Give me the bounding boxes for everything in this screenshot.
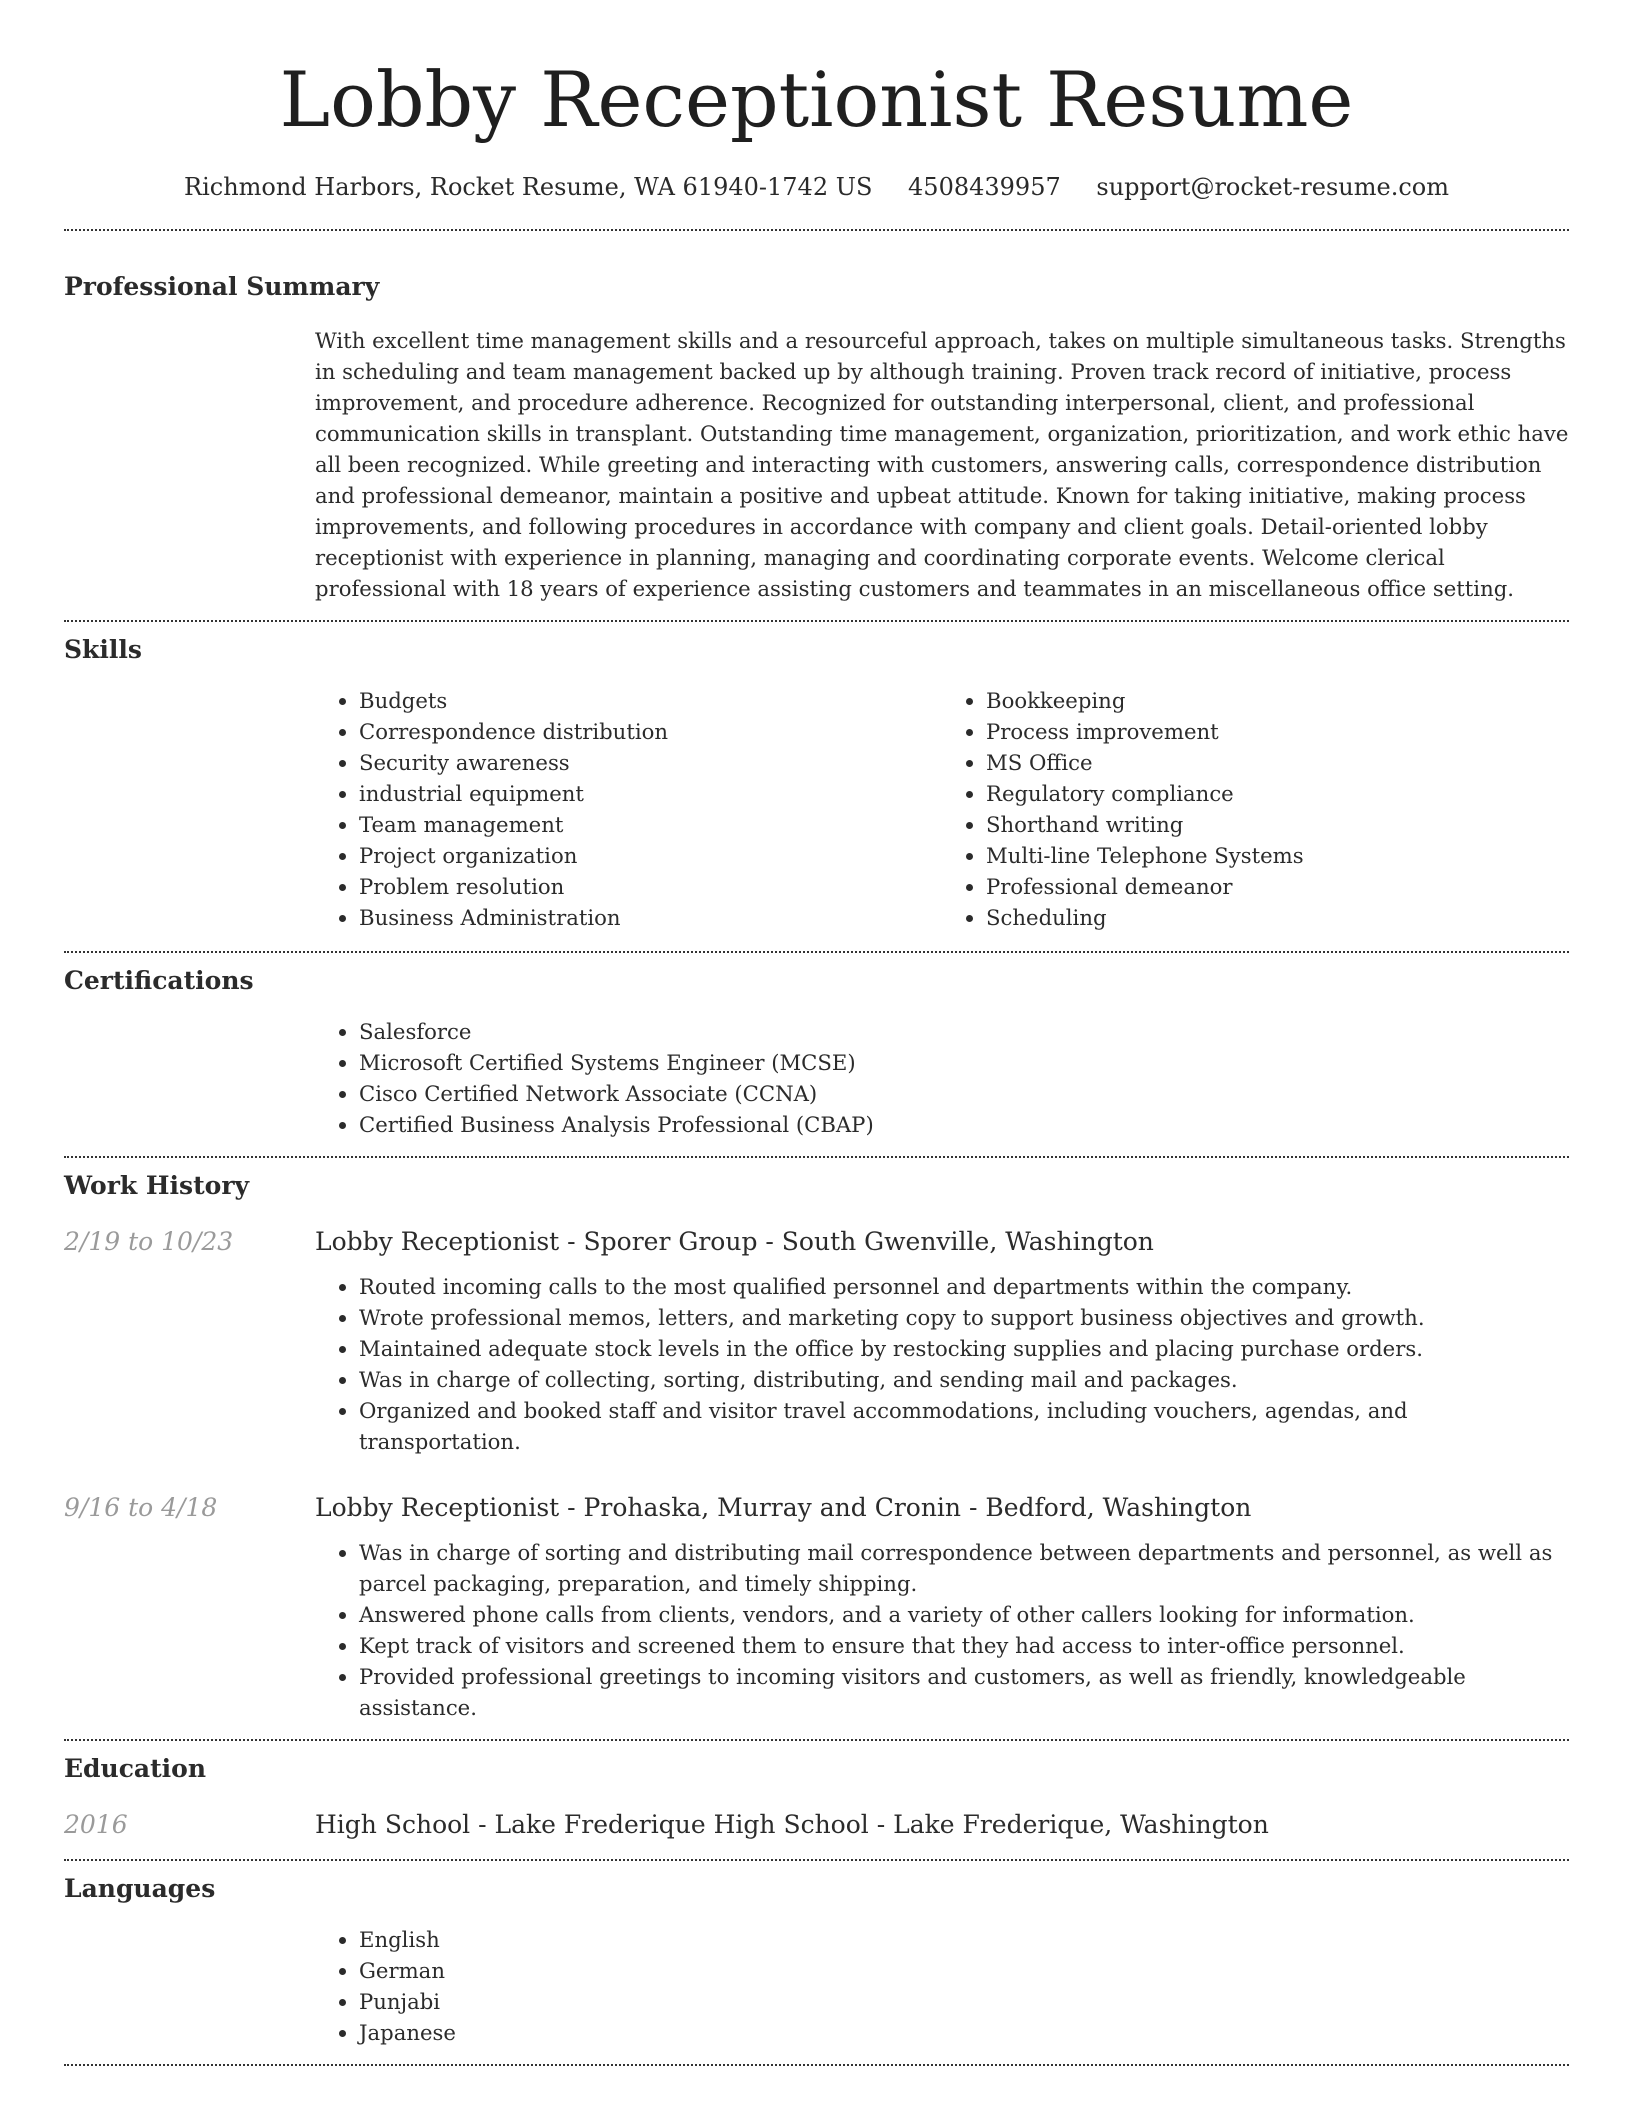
skills-list-right	[942, 685, 1569, 933]
languages-section	[64, 1861, 1569, 2048]
certifications-list	[315, 1016, 1569, 1140]
job-dates: 9/16 to 4/18	[64, 1493, 218, 1522]
summary-heading: Professional Summary	[64, 272, 380, 301]
certifications-section	[64, 953, 1569, 1140]
list-item: • Organized and booked staff and visitor travel accommodations, including vouchers, agendas, and transportation.	[359, 1395, 1569, 1457]
summary-text: With excellent time management skills and a resourceful approach, takes on multiple simultaneous tasks. Strengths in scheduling and team management backed up by although training. Proven track record of initiative, process improvement, and procedure adherence. Recognized for outstanding interpersonal, client, and professional communication skills in transplant. Outstanding time management, organization, prioritization, and work ethic have all been recognized. While greeting and interacting with customers, answering calls, correspondence distribution and professional demeanor, maintain a positive and upbeat attitude. Known for taking initiative, making process improvements, and following procedures in accordance with company and client goals. Detail-oriented lobby receptionist with experience in planning, managing and coordinating corporate events. Welcome clerical professional with 18 years of experience assisting customers and teammates in an miscellaneous office setting.	[315, 328, 1569, 601]
list-item: • Problem resolution	[359, 871, 942, 902]
summary-section	[64, 231, 1569, 604]
work-history-heading: Work History	[64, 1171, 250, 1200]
list-item: • English	[359, 1924, 1569, 1955]
list-item: • Multi-line Telephone Systems	[986, 840, 1569, 871]
list-item: • Project organization	[359, 840, 942, 871]
list-item: • MS Office	[986, 747, 1569, 778]
education-entry: High School - Lake Frederique High School - Lake Frederique, Washington	[315, 1810, 1269, 1839]
list-item: • Provided professional greetings to incoming visitors and customers, as well as friendly, knowledgeable assistance.	[359, 1661, 1569, 1723]
list-item: • Professional demeanor	[986, 871, 1569, 902]
list-item: • Was in charge of collecting, sorting, distributing, and sending mail and packages.	[359, 1364, 1569, 1395]
list-item: • Kept track of visitors and screened them to ensure that they had access to inter-office personnel.	[359, 1630, 1569, 1661]
list-item: • Was in charge of sorting and distributing mail correspondence between departments and personnel, as well as parcel packaging, preparation, and timely shipping.	[359, 1537, 1569, 1599]
job-entry	[64, 1490, 1569, 1723]
list-item: • Routed incoming calls to the most qualified personnel and departments within the company.	[359, 1271, 1569, 1302]
work-history-section	[64, 1158, 1569, 1723]
list-item: • Microsoft Certified Systems Engineer (MCSE)	[359, 1047, 1569, 1078]
list-item: • Japanese	[359, 2017, 1569, 2048]
list-item: • Correspondence distribution	[359, 716, 942, 747]
education-heading: Education	[64, 1754, 207, 1783]
list-item: • Punjabi	[359, 1986, 1569, 2017]
email: support@rocket-resume.com	[1096, 173, 1449, 201]
education-section	[64, 1741, 1569, 1843]
job-title: Lobby Receptionist - Sporer Group - South Gwenville, Washington	[315, 1227, 1154, 1256]
list-item: • Scheduling	[986, 902, 1569, 933]
address: Richmond Harbors, Rocket Resume, WA 61940-1742 US	[184, 173, 873, 201]
contact-line	[64, 170, 1569, 204]
certifications-heading: Certifications	[64, 966, 254, 995]
languages-heading: Languages	[64, 1874, 216, 1903]
list-item: • Budgets	[359, 685, 942, 716]
list-item: • Security awareness	[359, 747, 942, 778]
list-item: • Shorthand writing	[986, 809, 1569, 840]
list-item: • Maintained adequate stock levels in the office by restocking supplies and placing purchase orders.	[359, 1333, 1569, 1364]
list-item: • Team management	[359, 809, 942, 840]
list-item: • Regulatory compliance	[986, 778, 1569, 809]
job-entry	[64, 1224, 1569, 1457]
job-title: Lobby Receptionist - Prohaska, Murray and Cronin - Bedford, Washington	[315, 1493, 1252, 1522]
list-item: • Bookkeeping	[986, 685, 1569, 716]
job-dates: 2/19 to 10/23	[64, 1227, 234, 1256]
resume-title: Lobby Receptionist Resume	[279, 55, 1354, 144]
list-item: • Answered phone calls from clients, vendors, and a variety of other callers looking for information.	[359, 1599, 1569, 1630]
skills-list-left	[315, 685, 942, 933]
skills-heading: Skills	[64, 635, 142, 664]
education-year: 2016	[64, 1810, 128, 1839]
list-item: • Certified Business Analysis Professional (CBAP)	[359, 1109, 1569, 1140]
list-item: • Wrote professional memos, letters, and marketing copy to support business objectives and growth.	[359, 1302, 1569, 1333]
list-item: • industrial equipment	[359, 778, 942, 809]
skills-section	[64, 622, 1569, 933]
job-bullets	[315, 1537, 1569, 1723]
resume-page	[64, 0, 1569, 2066]
list-item: • Process improvement	[986, 716, 1569, 747]
list-item: • German	[359, 1955, 1569, 1986]
section-divider	[64, 2064, 1569, 2066]
list-item: • Business Administration	[359, 902, 942, 933]
phone: 4508439957	[908, 173, 1061, 201]
list-item: • Salesforce	[359, 1016, 1569, 1047]
list-item: • Cisco Certified Network Associate (CCNA)	[359, 1078, 1569, 1109]
job-bullets	[315, 1271, 1569, 1457]
languages-list	[315, 1924, 1569, 2048]
